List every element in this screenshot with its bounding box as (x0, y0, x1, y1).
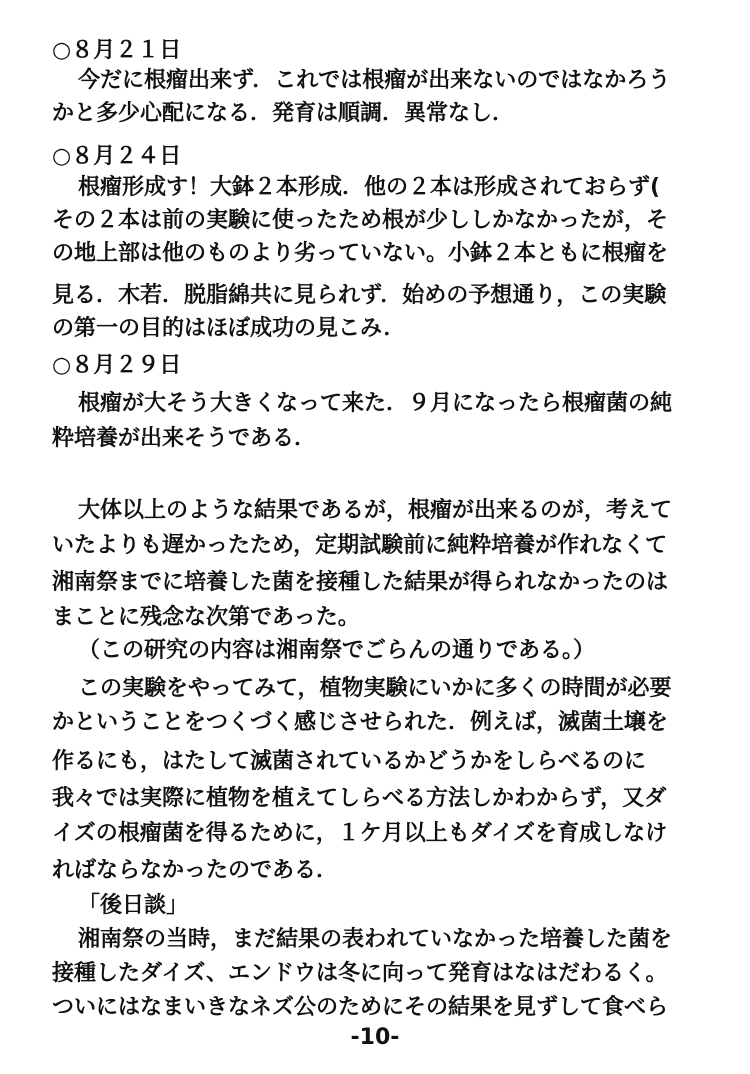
text-line: （この研究の内容は湘南祭でごらんの通りである。） (78, 638, 596, 663)
text-line: 湘南祭までに培養した菌を接種した結果が得られなかったのは (52, 570, 669, 595)
text-line: 粋培養が出来そうである． (52, 426, 317, 451)
text-line: まことに残念な次第であった。 (52, 605, 360, 630)
page-number: -10- (350, 1025, 400, 1050)
text-line: ついにはなまいきなネズ公のためにその結果を見ずして食べら (52, 995, 669, 1020)
text-line: いたよりも遅かったため，定期試験前に純粋培養が作れなくて (52, 533, 668, 558)
text-line: その２本は前の実験に使ったため根が少ししかなかったが，そ (52, 208, 669, 233)
date-heading-aug-24: ○８月２４日 (52, 144, 182, 169)
text-line: かと多少心配になる．発育は順調．異常なし． (52, 101, 515, 126)
text-line: 今だに根瘤出来ず．これでは根瘤が出来ないのではなかろう (78, 68, 671, 93)
section-heading-postscript: 「後日談」 (78, 893, 189, 918)
text-line: 根瘤が大そう大きくなって来た．９月になったら根瘤菌の純 (78, 391, 673, 416)
text-line: かということをつくづく感じさせられた．例えば，滅菌土壌を (52, 710, 669, 735)
date-heading-aug-29: ○８月２９日 (52, 353, 182, 378)
text-line: 大体以上のような結果であるが，根瘤が出来るのが，考えて (78, 498, 673, 523)
text-line: この実験をやってみて，植物実験にいかに多くの時間が必要 (78, 676, 672, 701)
text-line: 接種したダイズ、エンドウは冬に向って発育はなはだわるく。 (52, 961, 668, 986)
text-line: 作るにも，はたして滅菌されているかどうかをしらべるのに (52, 749, 647, 774)
text-line: の地上部は他のものより劣っていない。小鉢２本ともに根瘤を (52, 241, 669, 266)
date-heading-aug-21: ○８月２１日 (52, 38, 182, 63)
text-line: イズの根瘤菌を得るために，１ケ月以上もダイズを育成しなけ (52, 821, 668, 846)
text-line: の第一の目的はほぼ成功の見こみ． (52, 316, 406, 341)
text-line: 湘南祭の当時，まだ結果の表われていなかった培養した菌を (78, 927, 673, 952)
text-line: 我々では実際に植物を植えてしらべる方法しかわからず，又ダ (52, 786, 667, 811)
text-line: ればならなかったのである． (52, 858, 339, 883)
text-line: 見る．木若．脱脂綿共に見られず．始めの予想通り，この実験 (52, 283, 667, 308)
text-line: 根瘤形成す！大鉢２本形成．他の２本は形成されておらず( (78, 175, 661, 200)
